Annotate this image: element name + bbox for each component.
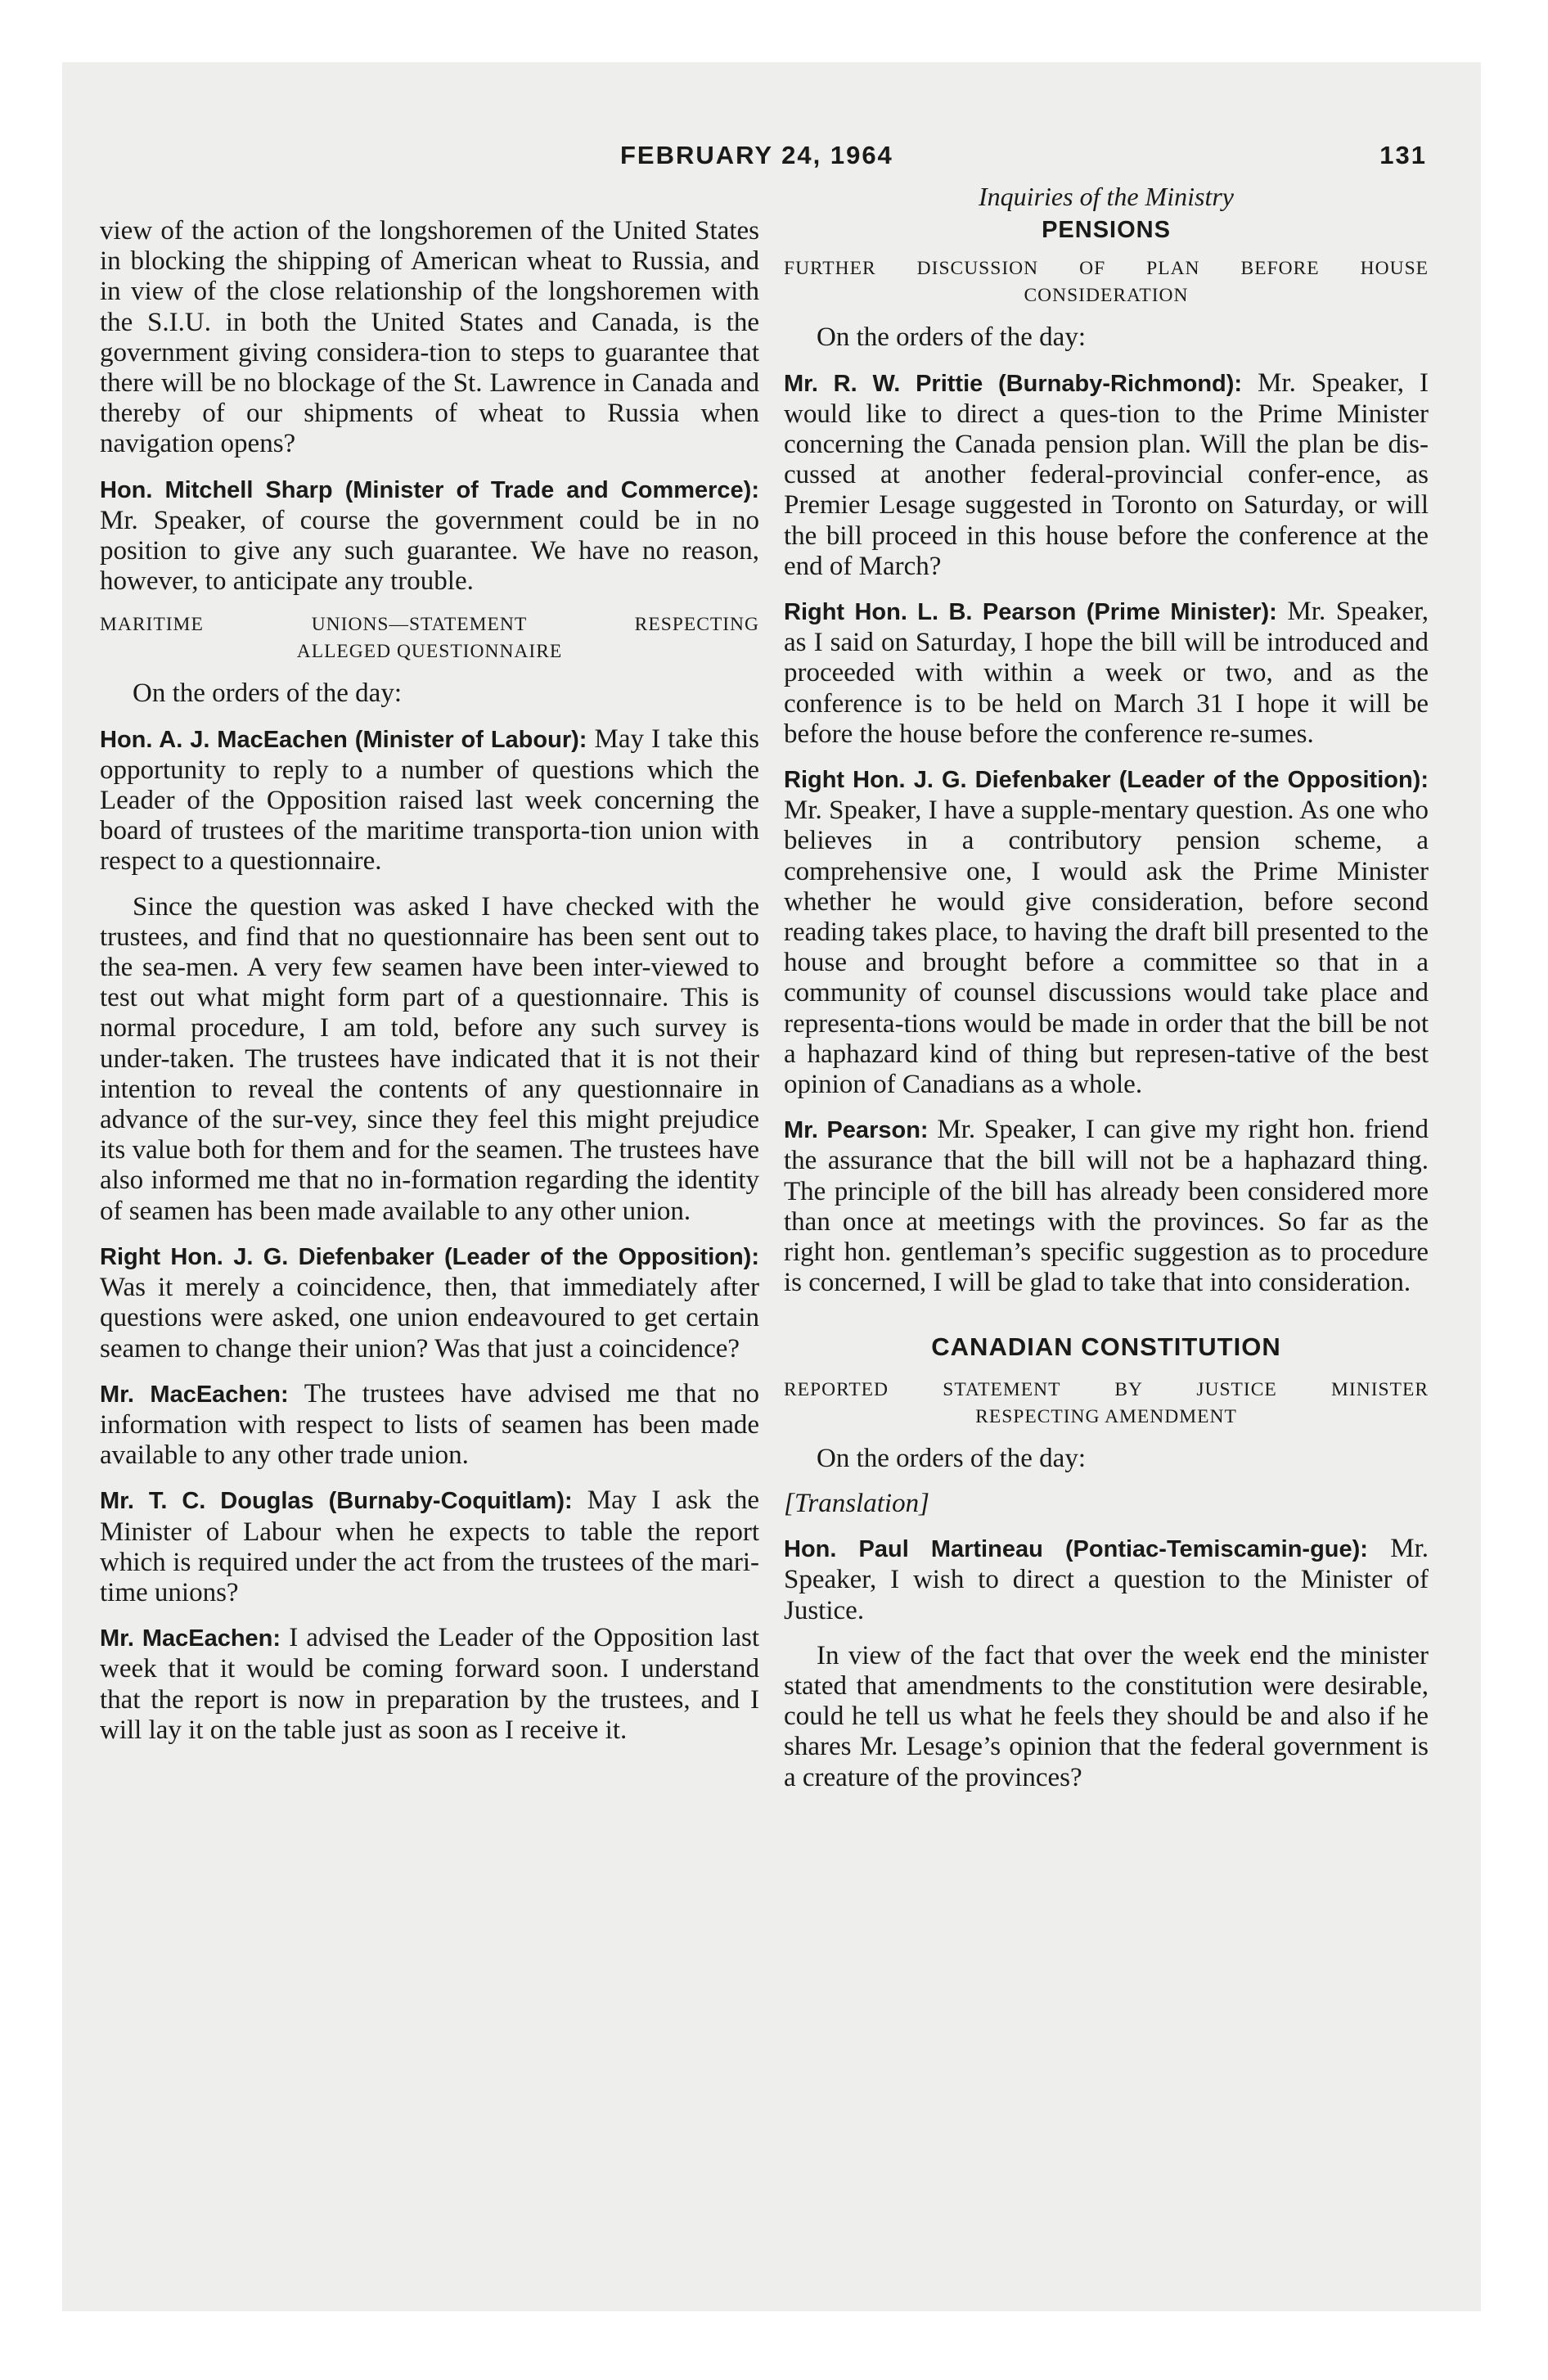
paragraph: Right Hon. J. G. Diefenbaker (Leader of the Opposition): Was it merely a coincidence, then, that immediately after questions were asked, one union endeavoured to get certain seamen to change their union? Was that just a coincidence? [100, 1243, 759, 1364]
paragraph: Mr. Pearson: Mr. Speaker, I can give my right hon. friend the assurance that the bill will not be a haphazard thing. The principle of the bill has already been considered more than once at meetings with the provinces. So far as the right hon. gentleman’s specific suggestion as to procedure is concerned, I will be glad to take that into consideration. [784, 1115, 1429, 1298]
paragraph: Hon. Paul Martineau (Pontiac-Temiscamin-gue): Mr. Speaker, I wish to direct a question to the Minister of Justice. [784, 1534, 1429, 1625]
header-date: FEBRUARY 24, 1964 [620, 141, 893, 169]
subheading: MARITIME UNIONS—STATEMENT RESPECTING ALLEGED QUESTIONNAIRE [100, 614, 759, 663]
speaker-name: Mr. Pearson: [784, 1117, 929, 1144]
section-title: CANADIAN CONSTITUTION [931, 1332, 1281, 1361]
speaker-name: Hon. Mitchell Sharp (Minister of Trade and Commerce): [100, 476, 759, 503]
section-header: Inquiries of the Ministry [979, 182, 1234, 211]
subheading: REPORTED STATEMENT BY JUSTICE MINISTER RESPECTING AMENDMENT [784, 1378, 1429, 1427]
orders-of-the-day: On the orders of the day: [817, 1443, 1086, 1473]
paragraph: Mr. MacEachen: The trustees have advised me that no information with respect to lists of seamen has been made available to any other trade union. [100, 1378, 759, 1471]
paragraph: Hon. A. J. MacEachen (Minister of Labour): May I take this opportunity to reply to a number of questions which the Leader of the Opposition raised last week concerning the board of trustees of the maritime transporta-tion union with respect to a questionnaire. [100, 723, 759, 877]
paragraph: Hon. Mitchell Sharp (Minister of Trade and Commerce): Mr. Speaker, of course the government could be in no position to give any such guarantee. We have no reason, however, to anticipate any trouble. [100, 476, 759, 597]
paragraph: Since the question was asked I have checked with the trustees, and find that no questionnaire has been sent out to the sea-men. A very few seamen have been inter-viewed to test out what might form part of a questionnaire. This is normal procedure, I am told, before any such survey is under-taken. The trustees have indicated that it is not their intention to reveal the contents of any questionnaire in advance of the sur-vey, since they feel this might prejudice its value both for them and for the seamen. The trustees have also informed me that no in-formation regarding the identity of seamen has been made available to any other union. [100, 891, 759, 1226]
paragraph: In view of the fact that over the week end the minister stated that amendments to the constitution were desirable, could he tell us what he feels they should be and also if he shares Mr. Lesage’s opinion that the federal government is a creature of the provinces? [784, 1640, 1429, 1792]
speaker-name: Hon. A. J. MacEachen (Minister of Labour): [100, 726, 587, 753]
speaker-name: Mr. MacEachen: [100, 1381, 289, 1408]
orders-of-the-day: On the orders of the day: [133, 678, 402, 709]
translation-marker: [Translation] [784, 1488, 929, 1518]
orders-of-the-day: On the orders of the day: [817, 322, 1086, 353]
paragraph: Mr. R. W. Prittie (Burnaby-Richmond): Mr. Speaker, I would like to direct a ques-tion to the Prime Minister concerning the Canada pension plan. Will the plan be dis-cussed at another federal-provincial confer-ence, as Premier Lesage suggested in Toronto on Saturday, or will the bill proceed in this house before the conference at the end of March? [784, 367, 1429, 581]
subheading: FURTHER DISCUSSION OF PLAN BEFORE HOUSE CONSIDERATION [784, 258, 1429, 307]
speaker-name: Mr. MacEachen: [100, 1625, 281, 1652]
speaker-name: Right Hon. J. G. Diefenbaker (Leader of the Opposition): [784, 767, 1429, 794]
page-number: 131 [1379, 141, 1427, 169]
speaker-name: Hon. Paul Martineau (Pontiac-Temiscamin-gue): [784, 1536, 1368, 1563]
paragraph: Right Hon. J. G. Diefenbaker (Leader of the Opposition): Mr. Speaker, I have a supple-mentary question. As one who believes in a contributory pension scheme, a comprehensive one, I would ask the Prime Minister whether he would give consideration, before second reading takes place, to having the draft bill presented to the house and brought before a committee so that in a community of counsel discussions would take place and representa-tions would be made in order that the bill be not a haphazard kind of thing but represen-tative of the best opinion of Canadians as a whole. [784, 767, 1429, 1100]
section-title: PENSIONS [1042, 217, 1171, 244]
paragraph: Mr. T. C. Douglas (Burnaby-Coquitlam): May I ask the Minister of Labour when he expects to table the report which is required under the act from the trustees of the mari-time unions? [100, 1485, 759, 1607]
speaker-name: Mr. R. W. Prittie (Burnaby-Richmond): [784, 370, 1243, 397]
paragraph: Mr. MacEachen: I advised the Leader of the Opposition last week that it would be coming forward soon. I understand that the report is now in preparation by the trustees, and I will lay it on the table just as soon as I receive it. [100, 1623, 760, 1745]
paragraph: view of the action of the longshoremen of the United States in blocking the shipping of American wheat to Russia, and in view of the close relationship of the longshoremen with the S.I.U. in both the United States and Canada, is the government giving considera-tion to steps to guarantee that there will be no blockage of the St. Lawrence in Canada and thereby of our shipments of wheat to Russia when navigation opens? [100, 216, 759, 459]
speaker-name: Mr. T. C. Douglas (Burnaby-Coquitlam): [100, 1488, 573, 1515]
speaker-name: Right Hon. L. B. Pearson (Prime Minister): [784, 599, 1277, 626]
speaker-name: Right Hon. J. G. Diefenbaker (Leader of the Opposition): [100, 1243, 759, 1270]
left-column [100, 216, 759, 1760]
right-column [784, 182, 1429, 1808]
paragraph: Right Hon. L. B. Pearson (Prime Minister): Mr. Speaker, as I said on Saturday, I hope the bill will be introduced and proceeded with within a week or two, and as the conference is to be held on March 31 I hope it will be before the house before the conference re-sumes. [784, 597, 1429, 749]
